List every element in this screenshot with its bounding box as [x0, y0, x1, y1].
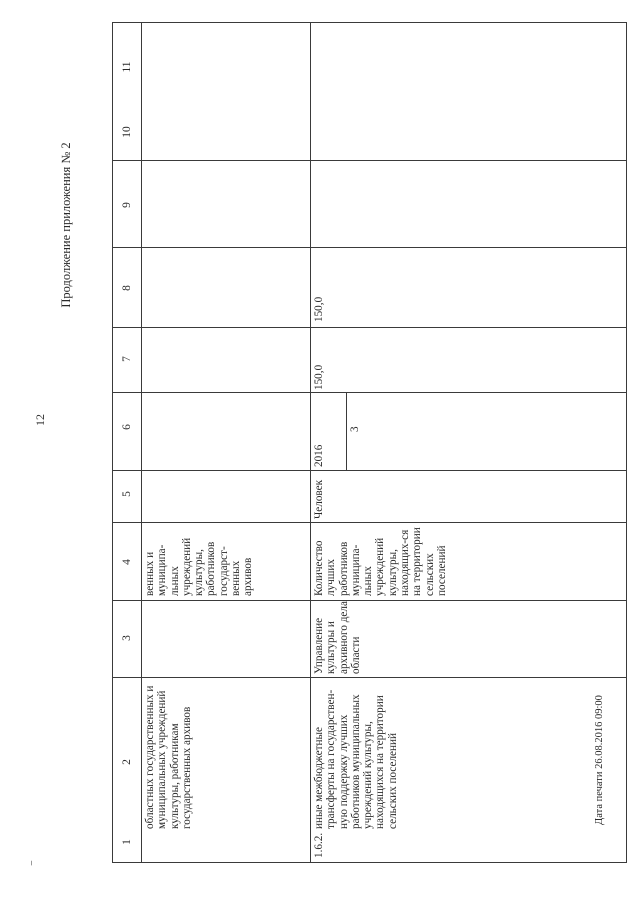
row1-col2: областных государственных и муниципальных учреждений культуры, работникам государственных архивов — [144, 685, 193, 829]
col-sep — [112, 247, 627, 248]
row2-col7: 150,0 — [313, 364, 325, 390]
data-table — [112, 22, 627, 862]
col-sep — [112, 160, 627, 161]
table-border-row — [310, 22, 311, 862]
table-border-header — [141, 22, 142, 862]
print-date: Дата печати 26.08.2016 09:00 — [594, 695, 605, 825]
row2-col1: 1.6.2. — [313, 832, 325, 858]
page-number: 12 — [33, 414, 47, 426]
row2-col3: Управление культуры и архивного дела области — [313, 601, 362, 674]
col-number: 2 — [121, 759, 133, 765]
col-sep — [112, 470, 627, 471]
col-number: 11 — [121, 61, 133, 73]
col-number: 4 — [121, 559, 133, 565]
table-border-right — [626, 22, 627, 862]
row2-col4: Количество лучших работников муниципа-льных учреждений культуры, находящих-ся на территории сельских поселений — [313, 527, 448, 596]
col-number: 3 — [121, 635, 133, 641]
col-number: 9 — [121, 202, 133, 208]
table-border-left — [112, 22, 113, 862]
row1-col4: венных и муниципа-льных учреждений культуры, работников государст-венных архивов — [144, 537, 255, 596]
row2-col2: иные межбюджетные трансферты на государствен-ную поддержку лучших работников муниципальных учреждений культуры, находящихся на территории сельских поселений — [313, 689, 399, 829]
table-border-top — [112, 22, 627, 23]
col-number: 10 — [121, 126, 133, 138]
row2-col8: 150,0 — [313, 296, 325, 322]
table-border-year — [346, 392, 347, 470]
col-sep — [112, 677, 627, 678]
row2-col6-value: 3 — [349, 426, 361, 432]
col-number: 7 — [121, 356, 133, 362]
row2-col6-year: 2016 — [313, 444, 325, 467]
table-border-bottom — [112, 862, 627, 863]
col-number: 8 — [121, 285, 133, 291]
col-sep — [112, 392, 627, 393]
col-number: 6 — [121, 424, 133, 430]
row2-col5: Человек — [313, 479, 325, 519]
col-number: 5 — [121, 491, 133, 497]
col-sep — [112, 327, 627, 328]
corner-mark: – — [25, 860, 36, 866]
continuation-heading: Продолжение приложения № 2 — [59, 142, 73, 308]
col-number: 1 — [121, 839, 133, 845]
